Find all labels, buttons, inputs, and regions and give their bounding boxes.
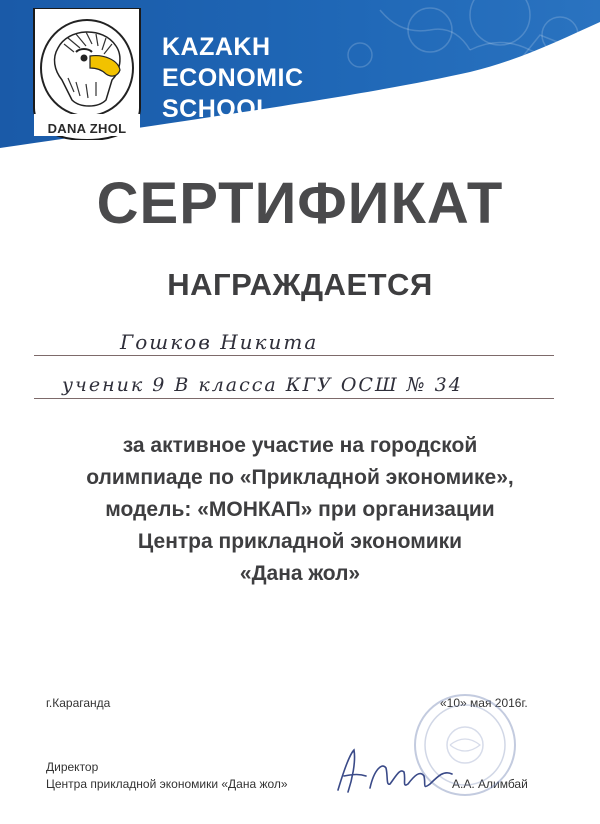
school-line-2: ECONOMIC xyxy=(162,64,304,92)
director-signature xyxy=(330,740,460,805)
body-line-5: «Дана жол» xyxy=(239,562,361,585)
dana-zhol-logo xyxy=(28,8,146,140)
certificate-body xyxy=(40,430,560,590)
body-line-4: Центра прикладной экономики xyxy=(137,530,463,553)
body-line-3: модель: «МОНКАП» при организации xyxy=(105,498,495,521)
director-position: Директор xyxy=(46,760,99,774)
date-label: «10» мая 2016г. xyxy=(440,696,528,710)
header-banner xyxy=(0,0,600,148)
school-line-1: KAZAKH xyxy=(162,33,271,61)
info-underline xyxy=(34,398,554,399)
signature-icon xyxy=(330,740,460,800)
director-organization: Центра прикладной экономики «Дана жол» xyxy=(46,777,288,791)
city-label: г.Караганда xyxy=(46,696,111,710)
recipient-name: Гошков Никита xyxy=(120,330,319,354)
name-underline xyxy=(34,355,554,356)
school-line-3: SCHOOL xyxy=(162,95,272,123)
body-line-1: за активное участие на городской xyxy=(122,434,478,457)
recipient-info: ученик 9 В класса КГУ ОСШ № 34 xyxy=(62,374,463,396)
director-name: А.А. Алимбай xyxy=(452,777,528,791)
body-line-2: олимпиаде по «Прикладной экономике», xyxy=(86,466,514,489)
certificate-title: СЕРТИФИКАТ xyxy=(96,171,504,236)
certificate-subtitle: НАГРАЖДАЕТСЯ xyxy=(167,267,433,302)
school-name xyxy=(162,32,304,125)
logo-text: DANA ZHOL xyxy=(47,121,127,136)
